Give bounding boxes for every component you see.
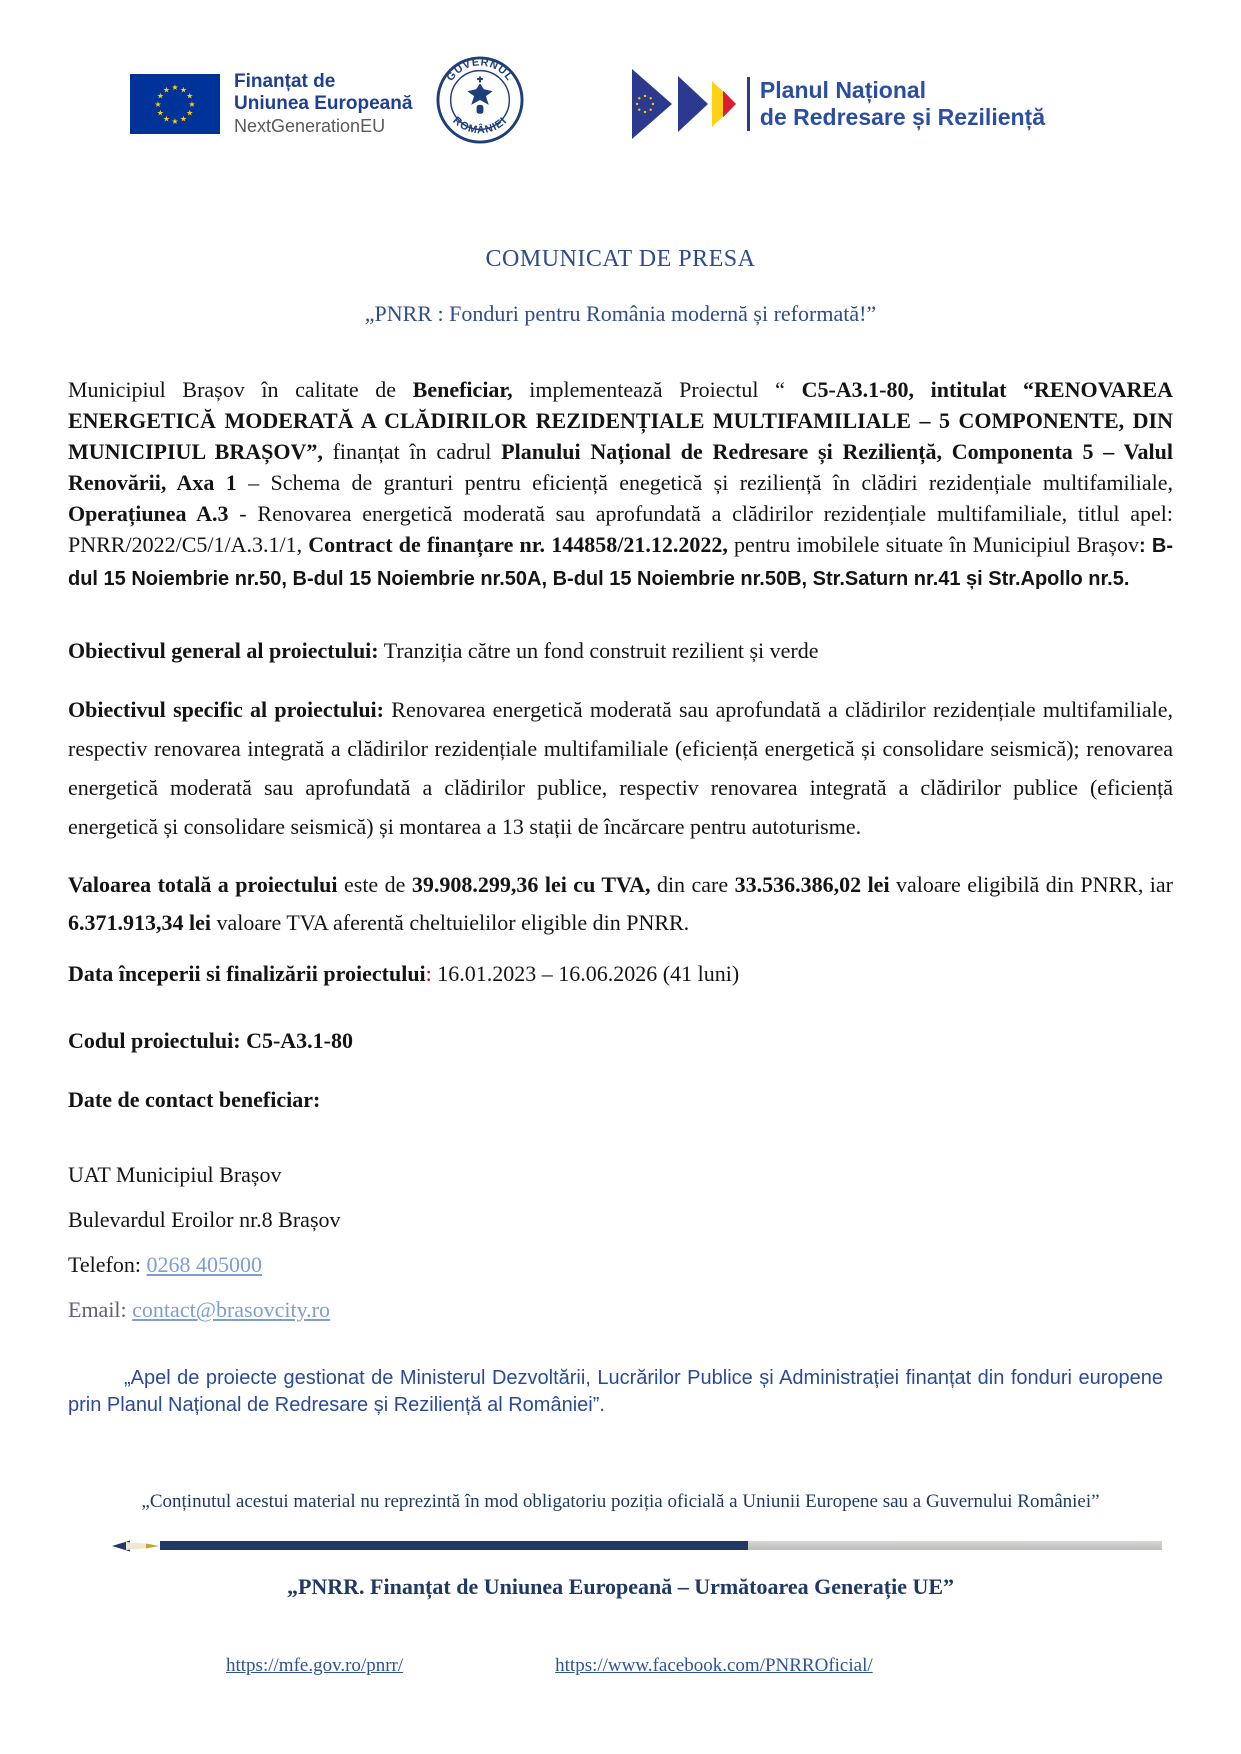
objective-specific: Obiectivul specific al proiectului: Renovarea energetică moderată sau aprofundată a clădirilor rezidențiale multifamiliale, respectiv renovarea integrată a clădirilor rezidențiale multifamiliale (eficiență energetică și consolidare seismică); renovarea energetică moderată sau aprofundată a clădirilor publice, respectiv renovarea integrată a clădirilor publice (eficiență energetică și consolidare seismică) și montarea a 13 stații de încărcare pentru autoturisme. [68, 697, 1174, 839]
pnrr-logo-line2: de Redresare și Reziliență [759, 104, 1045, 130]
eu-logo-text [234, 71, 412, 137]
objective-general: Obiectivul general al proiectului: Tranziția către un fond construit rezilient și verde [68, 638, 819, 663]
project-value: Valoarea totală a proiectului este de 39.908.299,36 lei cu TVA, din care 33.536.386,02 lei valoare eligibilă din PNRR, iar 6.371.913,34 lei valoare TVA aferentă cheltuielilor eligible din PNRR. [68, 872, 1173, 935]
pnrr-arrows-icon [632, 67, 737, 141]
phone-label: Telefon [68, 1252, 135, 1277]
svg-text:GUVERNUL: GUVERNUL [444, 56, 516, 84]
svg-text:★: ★ [186, 108, 194, 118]
svg-text:★: ★ [179, 85, 188, 95]
pencil-divider [112, 1540, 1162, 1551]
divider-navy-bar [160, 1541, 748, 1550]
pnrr-logo [632, 67, 1045, 141]
svg-text:★: ★ [156, 108, 164, 118]
contact-phone-line: Telefon: 0268 405000 [68, 1252, 262, 1277]
eu-funding-logo [130, 71, 412, 137]
mfe-link[interactable]: https://mfe.gov.ro/pnrr/ [226, 1655, 404, 1676]
contact-email-line: Email: contact@brasovcity.ro [68, 1297, 330, 1322]
email-link[interactable]: contact@brasovcity.ro [132, 1297, 330, 1322]
footer-links [68, 1650, 1173, 1681]
svg-text:★: ★ [188, 100, 196, 109]
svg-text:ROMÂNIEI: ROMÂNIEI [450, 114, 510, 137]
svg-text:★: ★ [171, 117, 179, 126]
svg-text:★: ★ [162, 85, 171, 95]
pnrr-logo-line1: Planul Național [759, 77, 927, 103]
svg-text:★: ★ [162, 114, 171, 124]
svg-text:★: ★ [156, 91, 164, 101]
disclaimer-note: „Conținutul acestui material nu reprezintă în mod obligatoriu poziția oficială a Uniunii Europene sau a Guvernului României” [141, 1491, 1100, 1512]
logo-header [68, 0, 1173, 150]
facebook-link[interactable]: https://www.facebook.com/PNRROficial/ [555, 1655, 873, 1676]
footer-statement: „PNRR. Finanțat de Uniunea Europeană – Următoarea Generație UE” [286, 1574, 955, 1599]
svg-text:★: ★ [171, 83, 179, 92]
project-code: Codul proiectului: C5-A3.1-80 [68, 1028, 353, 1053]
svg-text:★: ★ [154, 100, 162, 109]
page-title: COMUNICAT DE PRESA [485, 246, 756, 272]
svg-text:★: ★ [186, 91, 194, 101]
project-dates: Data începerii si finalizării proiectului: 16.01.2023 – 16.06.2026 (41 luni) [68, 961, 740, 986]
pencil-tip-icon [112, 1540, 160, 1552]
phone-link[interactable]: 0268 405000 [146, 1252, 262, 1277]
svg-text:★: ★ [179, 114, 188, 124]
apel-note: „Apel de proiecte gestionat de Ministerul Dezvoltării, Lucrărilor Publice și Administrației finanțat din fonduri europene prin Planul Național de Redresare și Reziliență al României”. [68, 1367, 1163, 1416]
contact-address: Bulevardul Eroilor nr.8 Brașov [68, 1207, 341, 1232]
eu-logo-line2: Uniunea Europeană [234, 93, 413, 114]
contact-heading: Date de contact beneficiar: [68, 1087, 321, 1112]
eu-logo-line3: NextGenerationEU [234, 116, 386, 136]
email-label: Email [68, 1297, 121, 1322]
page-subtitle: „PNRR : Fonduri pentru România modernă și reformată!” [364, 301, 877, 326]
intro-paragraph: Municipiul Brașov în calitate de Beneficiar, implementează Proiectul “ C5-A3.1-80, intitulat “RENOVAREA ENERGETICĂ MODERATĂ A CLĂDIRILOR REZIDENȚIALE MULTIFAMILIALE – 5 COMPONENTE, DIN MUNICIPIUL BRAȘOV”, finanțat în cadrul Planului Național de Redresare și Reziliență, Componenta 5 – Valul Renovării, Axa 1 – Schema de granturi pentru eficiență enegetică și reziliență în clădiri rezidențiale multifamiliale, Operațiunea A.3 - Renovarea energetică moderată sau aprofundată a clădirilor rezidențiale multifamiliale, titlul apel: PNRR/2022/C5/1/A.3.1/1, Contract de finanțare nr. 144858/21.12.2022, pentru imobilele situate în Municipiul Brașov: B-dul 15 Noiembrie nr.50, B-dul 15 Noiembrie nr.50A, B-dul 15 Noiembrie nr.50B, Str.Saturn nr.41 și Str.Apollo nr.5. [68, 377, 1174, 590]
divider-gray-bar [748, 1541, 1162, 1550]
eu-logo-line1: Finanțat de [234, 71, 336, 92]
eu-flag-icon [130, 74, 220, 134]
pnrr-logo-text [747, 77, 1045, 131]
contact-org: UAT Municipiul Brașov [68, 1162, 282, 1187]
gov-romania-seal-icon [436, 56, 524, 152]
